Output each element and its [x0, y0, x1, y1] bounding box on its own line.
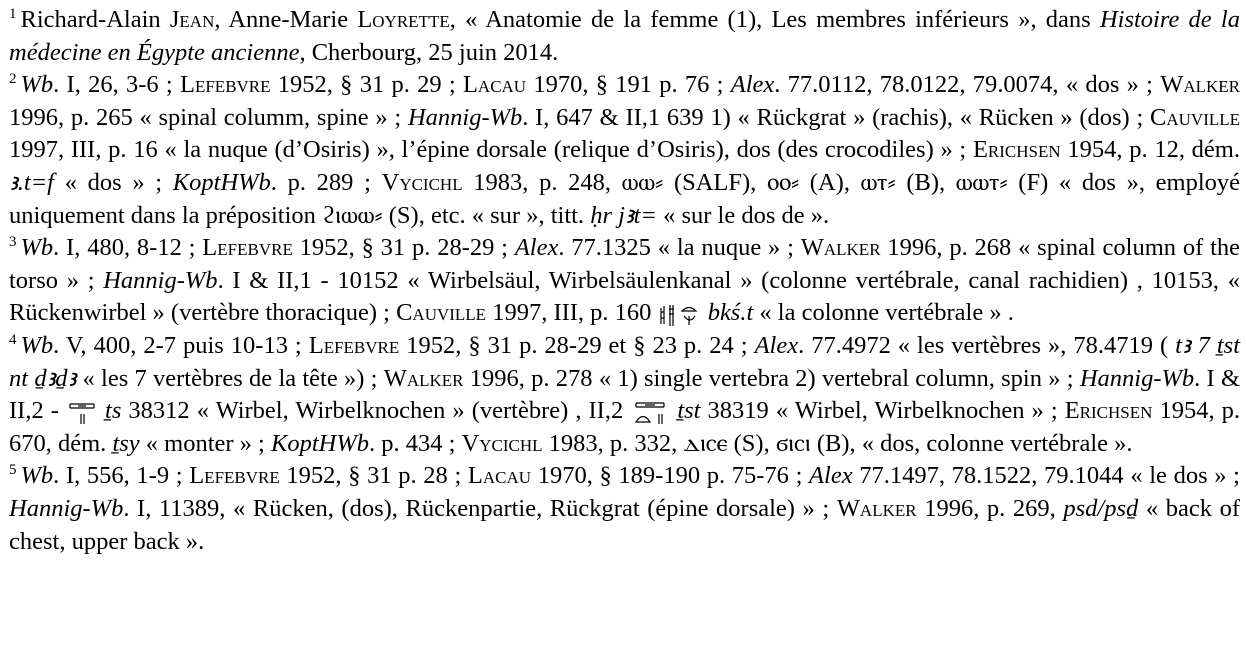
footnote-text: 1954, p. 670, dém.	[9, 397, 1241, 457]
italic-term: Wb	[20, 331, 54, 359]
italic-term: Hannig-Wb	[9, 494, 124, 522]
italic-term: ṯsy	[112, 429, 140, 457]
italic-term: bkś.t	[707, 299, 754, 327]
italic-term: Alex	[514, 234, 559, 262]
footnote-text: 1952, § 31 p. 29 ;	[270, 71, 463, 99]
footnote-text: 1996, p. 268 « spinal column of the torso » ;	[9, 234, 1240, 294]
author-name: Cauville	[396, 299, 487, 327]
footnote-text: 1970, § 191 p. 76 ;	[526, 71, 731, 99]
author-name: Walker	[1160, 71, 1241, 99]
footnote-text: 1996, p. 278 « 1) single vertebra 2) vertebral column, spin » ;	[463, 364, 1080, 392]
footnote-number: 2	[9, 71, 17, 88]
italic-term: KoptHWb	[271, 429, 369, 457]
italic-term: ṯs	[105, 397, 122, 425]
footnote-text: 1952, § 31 p. 28 ;	[279, 462, 468, 490]
footnote-4	[9, 330, 1240, 460]
italic-term: psd/psḏ	[1063, 494, 1139, 522]
footnote-text: 1952, § 31 p. 28-29 ;	[292, 234, 515, 262]
footnote-text: 1954, p. 12, dém.	[1060, 136, 1240, 164]
italic-term: tꜣ 7 ṯst nt ḏꜣḏꜣ	[9, 331, 1240, 392]
italic-term: Alex	[730, 71, 775, 99]
author-name: Vycichl	[461, 429, 543, 457]
footnote-text: « les 7 vertèbres de la tête ») ;	[76, 364, 384, 392]
author-name: Lefebvre	[189, 462, 280, 490]
footnote-text: . I, 26, 3-6 ;	[53, 71, 180, 99]
italic-term: ꜣ.t=f	[9, 168, 54, 196]
footnote-text: « la colonne vertébrale » .	[753, 299, 1014, 327]
footnote-text: 38312 « Wirbel, Wirbelknochen » (vertèbre) , II,2	[121, 397, 631, 425]
author-name: Cauville	[1150, 103, 1241, 131]
footnote-number: 3	[9, 234, 17, 250]
author-name: Walker	[383, 364, 464, 392]
author-name: Walker	[800, 234, 881, 262]
footnote-text: . p. 289 ;	[270, 168, 382, 196]
footnote-text: 1983, p. 332, ⲇⲓⲥⲉ (S), ϭⲓⲥⲓ (B), « dos, colonne vertébrale ».	[542, 429, 1133, 457]
footnote-text: . V, 400, 2-7 puis 10-13 ;	[53, 331, 309, 359]
footnote-text: . 77.4972 « les vertèbres », 78.4719 (	[798, 331, 1176, 359]
hieroglyph-ts-icon	[66, 400, 98, 426]
footnote-text: . I, 647 & II,1 639 1) « Rückgrat » (rachis), « Rücken » (dos) ;	[522, 103, 1151, 131]
footnote-text: . I, 556, 1-9 ;	[53, 462, 190, 490]
footnote-text: . p. 434 ;	[369, 429, 462, 457]
author-name: Lefebvre	[180, 71, 271, 99]
italic-term: Hannig-Wb	[407, 103, 523, 131]
footnote-number: 1	[9, 5, 17, 22]
footnote-text: . I, 480, 8-12 ;	[53, 234, 203, 262]
author-name: Vycichl	[381, 168, 463, 196]
footnote-text: . I & II,2 -	[9, 364, 1240, 425]
footnote-text: . I & II,1 - 10152 « Wirbelsäul, Wirbelsäulenkanal » (colonne vertébrale, canal rachidien) , 10153, « Rückenwirbel » (vertèbre thoracique) ;	[9, 266, 1241, 327]
footnote-text	[98, 397, 105, 424]
italic-term: Hannig-Wb	[1079, 364, 1195, 392]
footnote-text: , « Anatomie de la femme (1), Les membres inférieurs », dans	[449, 6, 1100, 33]
footnote-text: Richard-Alain	[20, 6, 170, 33]
footnote-number: 4	[9, 331, 17, 348]
author-name: Lefebvre	[308, 331, 400, 359]
footnote-1	[9, 4, 1240, 69]
hieroglyph-bks-icon	[658, 302, 702, 328]
author-name: Lacau	[467, 462, 532, 490]
italic-term: Wb	[20, 462, 54, 490]
author-name: Loyrette	[357, 6, 450, 33]
italic-term: Wb	[20, 234, 54, 262]
footnote-3	[9, 232, 1240, 330]
footnote-text: 1996, p. 265 « spinal columm, spine » ;	[9, 103, 408, 131]
footnote-text: 1952, § 31 p. 28-29 et § 23 p. 24 ;	[399, 331, 755, 359]
footnote-text: « back of chest, upper back ».	[9, 494, 1240, 555]
footnote-text: 38319 « Wirbel, Wirbelknochen » ;	[700, 397, 1065, 425]
author-name: Walker	[836, 494, 917, 522]
author-name: Erichsen	[1064, 397, 1153, 425]
footnote-text: 1970, § 189-190 p. 75-76 ;	[531, 462, 810, 490]
footnote-number: 5	[9, 462, 17, 479]
footnote-text: « monter » ;	[139, 429, 271, 457]
italic-term: Hannig-Wb	[103, 266, 218, 294]
footnote-text: « dos » ;	[54, 168, 173, 196]
footnote-2	[9, 69, 1240, 232]
italic-term: ṯst	[677, 397, 701, 425]
footnote-text: « sur le dos de ».	[656, 201, 830, 229]
footnote-text: 1996, p. 269,	[916, 494, 1064, 522]
footnote-text: . 77.1325 « la nuque » ;	[558, 234, 801, 262]
author-name: Lacau	[462, 71, 527, 99]
italic-term: Histoire de la médecine en Égypte ancienne	[9, 6, 1240, 66]
footnote-text: , Cherbourg, 25 juin 2014.	[299, 38, 559, 66]
footnote-text: . I, 11389, « Rücken, (dos), Rückenpartie, Rückgrat (épine dorsale) » ;	[123, 494, 837, 522]
footnote-text: 1983, p. 248, ⲱⲱ⸗ (SALF), ⲟⲟ⸗ (A), ⲱⲧ⸗ (B), ⲱⲱⲧ⸗ (F) « dos », employé uniquement dans la préposition ϩⲓⲱⲱ⸗ (S), etc. « sur », titt.	[9, 168, 1241, 229]
italic-term: Alex	[754, 331, 799, 359]
footnote-text: , Anne-Marie	[214, 6, 358, 33]
footnote-text: 1997, III, p. 16 « la nuque (d’Osiris) », l’épine dorsale (relique d’Osiris), dos (des crocodiles) » ;	[9, 136, 973, 164]
author-name: Jean	[169, 6, 215, 33]
author-name: Lefebvre	[202, 234, 293, 262]
footnote-5	[9, 460, 1240, 558]
italic-term: Alex	[809, 462, 853, 490]
footnote-text: . 77.0112, 78.0122, 79.0074, « dos » ;	[774, 71, 1161, 99]
italic-term: Wb	[20, 71, 54, 99]
footnote-text: 77.1497, 78.1522, 79.1044 « le dos » ;	[852, 462, 1240, 490]
footnote-text: 1997, III, p. 160	[486, 299, 658, 327]
footnotes-list	[9, 4, 1240, 558]
author-name: Erichsen	[972, 136, 1061, 164]
hieroglyph-tst-icon	[630, 400, 670, 426]
italic-term: KoptHWb	[172, 168, 271, 196]
italic-term: ḥr jꜣt=	[590, 201, 657, 229]
